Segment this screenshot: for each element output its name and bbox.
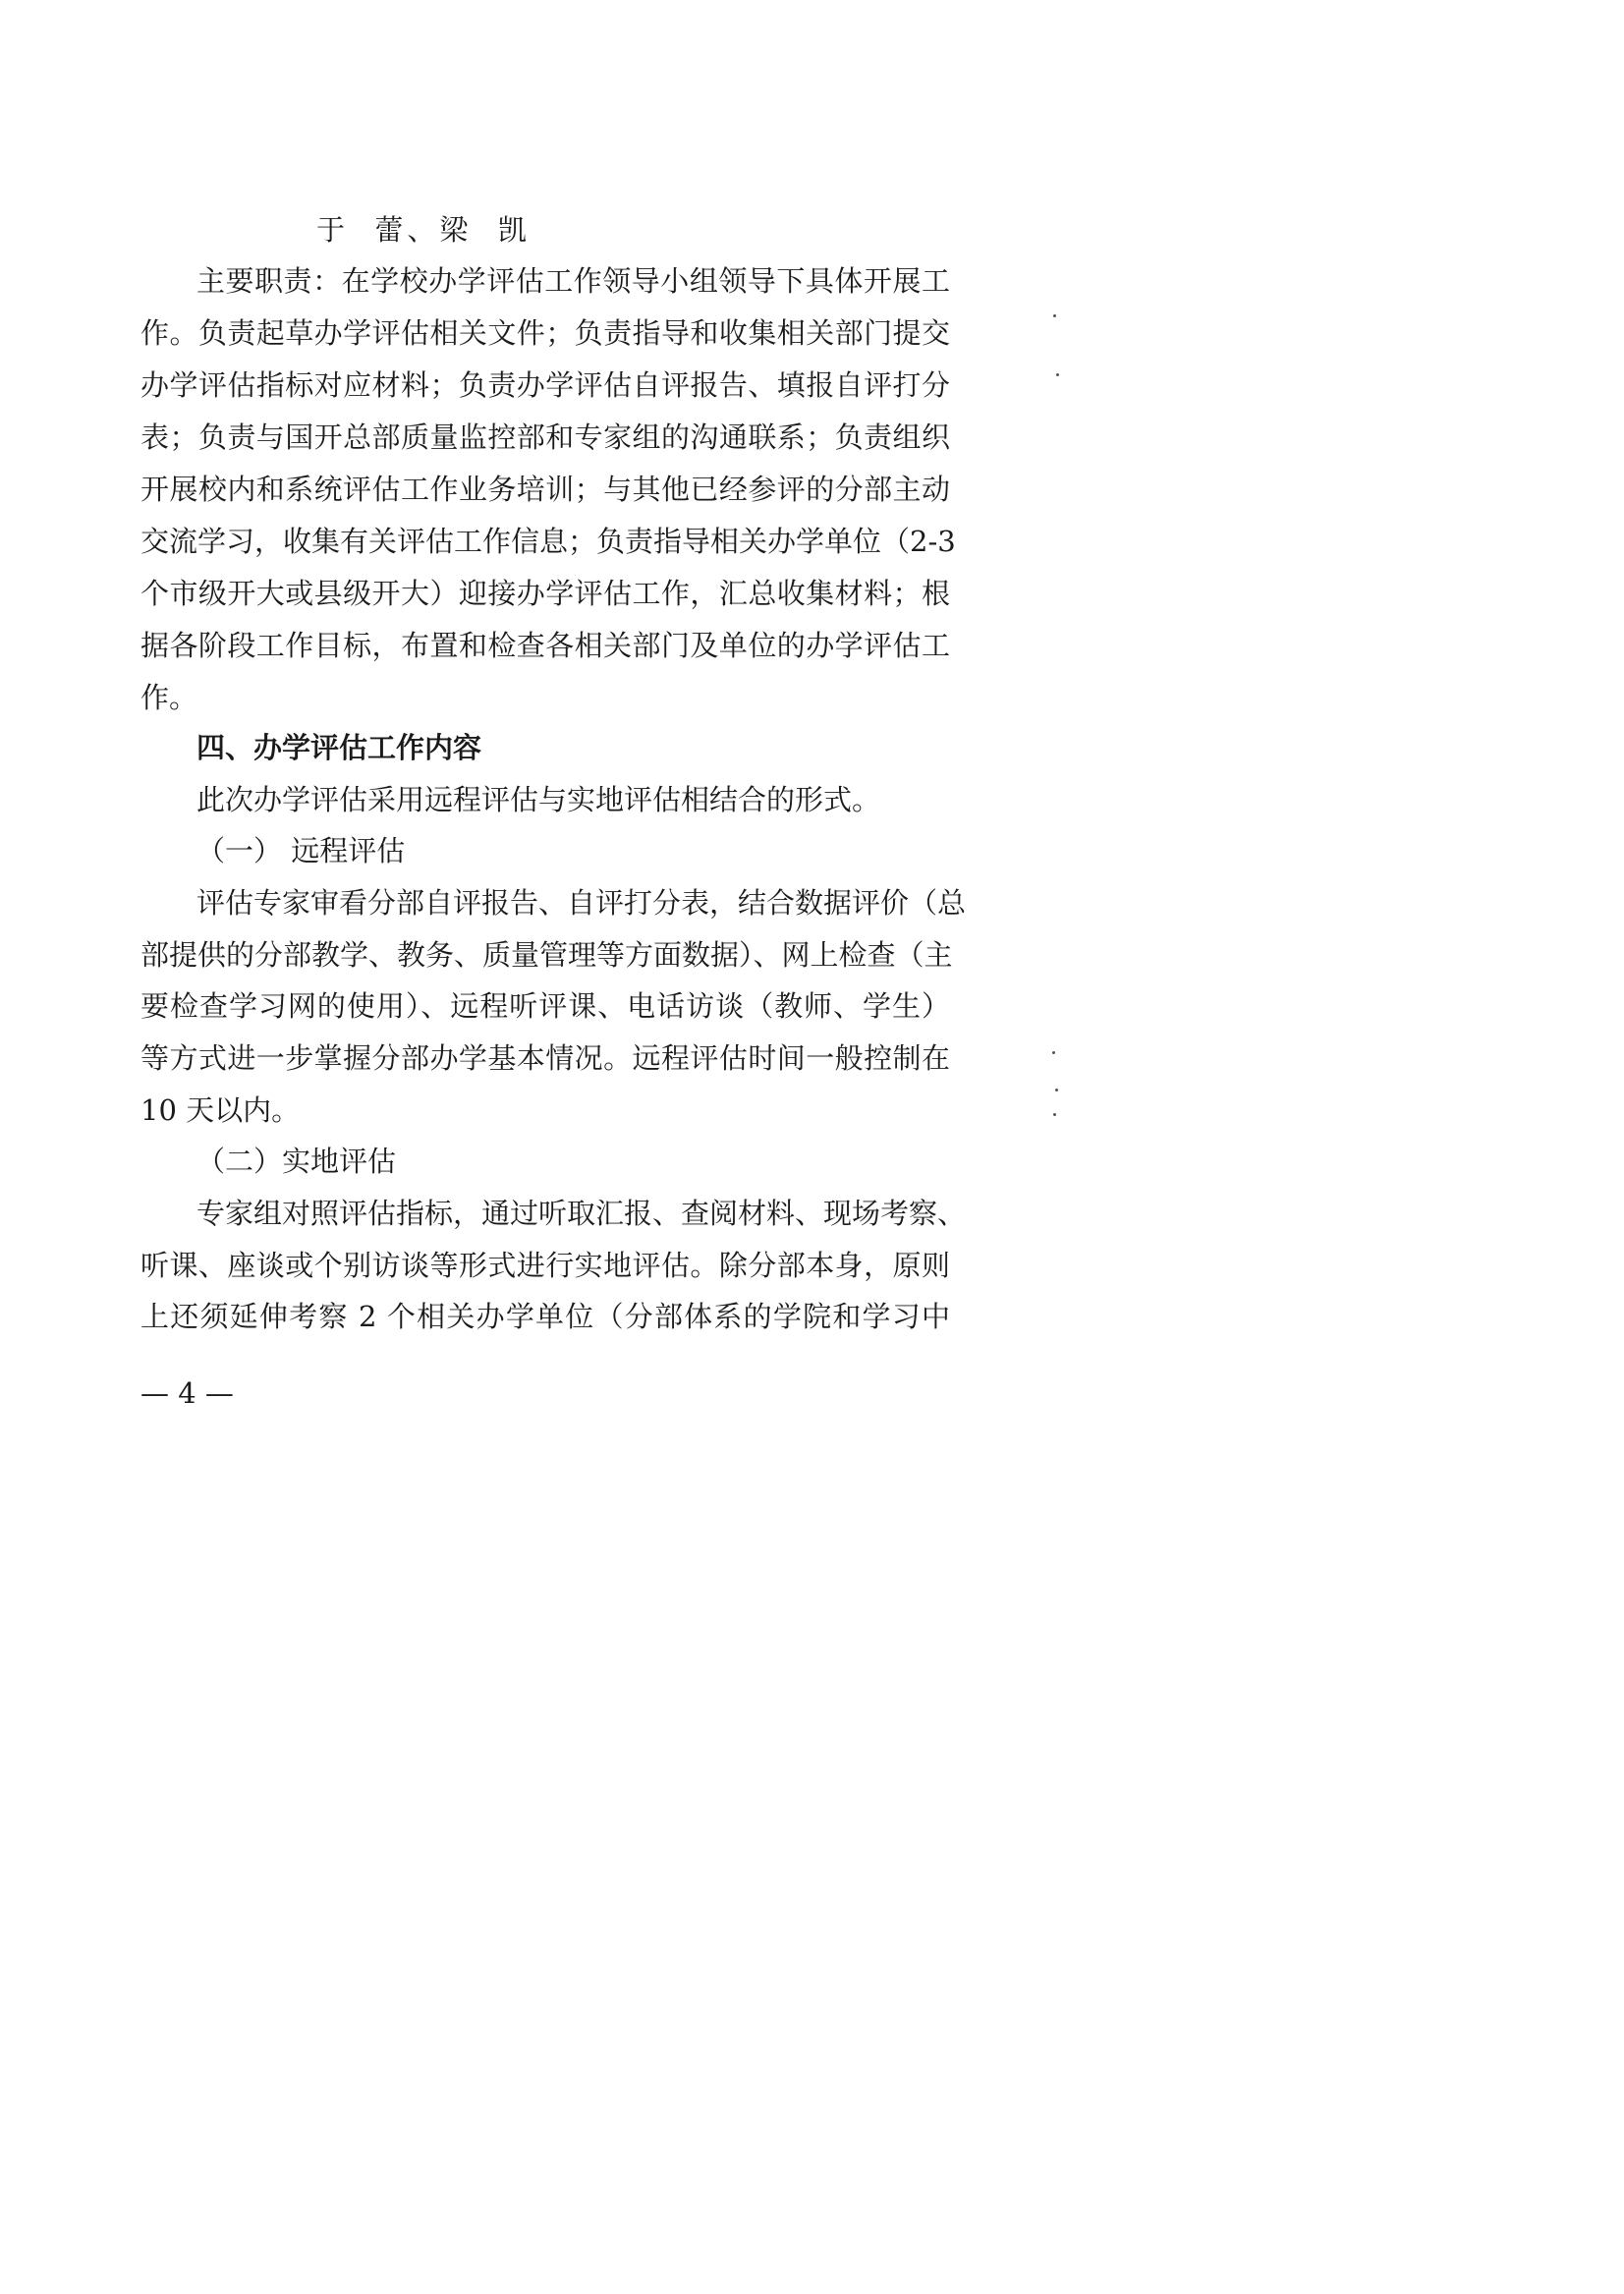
- remote-line: 评估专家审看分部自评报告、自评打分表，结合数据评价（总: [196, 886, 967, 920]
- duties-line: 据各阶段工作目标，布置和检查各相关部门及单位的办学评估工: [140, 629, 950, 662]
- document-page: [0, 0, 1087, 1540]
- duties-line: 交流学习，收集有关评估工作信息；负责指导相关办学单位（2-3: [140, 525, 956, 558]
- remote-line: 10 天以内。: [140, 1093, 301, 1127]
- scan-speck: [1055, 1089, 1058, 1091]
- scan-speck: [1053, 314, 1056, 317]
- remote-line: 部提供的分部教学、教务、质量管理等方面数据）、网上检查（主: [140, 938, 953, 972]
- onsite-line: 听课、座谈或个别访谈等形式进行实地评估。除分部本身，原则: [140, 1249, 950, 1282]
- scan-speck: [1056, 373, 1059, 376]
- duties-line: 作。: [140, 681, 198, 714]
- scan-speck: [1052, 1051, 1055, 1054]
- section-intro: 此次办学评估采用远程评估与实地评估相结合的形式。: [196, 783, 881, 816]
- remote-line: 要检查学习网的使用）、远程听评课、电话访谈（教师、学生）: [140, 989, 950, 1023]
- duties-line: 个市级开大或县级开大）迎接办学评估工作，汇总收集材料；根: [140, 577, 950, 610]
- subsection-heading-remote: （一） 远程评估: [196, 834, 406, 867]
- onsite-line: 上还须延伸考察 2 个相关办学单位（分部体系的学院和学习中: [140, 1300, 950, 1333]
- section-heading: 四、办学评估工作内容: [196, 731, 482, 764]
- scan-speck: [1053, 1113, 1056, 1116]
- onsite-line: 专家组对照评估指标，通过听取汇报、查阅材料、现场考察、: [196, 1197, 967, 1230]
- duties-line: 主要职责：在学校办学评估工作领导小组领导下具体开展工: [196, 264, 950, 298]
- duties-line: 办学评估指标对应材料；负责办学评估自评报告、填报自评打分: [140, 368, 950, 402]
- subsection-heading-onsite: （二）实地评估: [196, 1145, 397, 1178]
- page-number: — 4 —: [140, 1376, 234, 1410]
- duties-line: 开展校内和系统评估工作业务培训；与其他已经参评的分部主动: [140, 473, 950, 506]
- duties-line: 作。负责起草办学评估相关文件；负责指导和收集相关部门提交: [140, 316, 950, 350]
- duties-line: 表；负责与国开总部质量监控部和专家组的沟通联系；负责组织: [140, 420, 950, 454]
- remote-line: 等方式进一步掌握分部办学基本情况。远程评估时间一般控制在: [140, 1041, 950, 1075]
- staff-names: 于 蕾、梁 凯: [316, 213, 531, 247]
